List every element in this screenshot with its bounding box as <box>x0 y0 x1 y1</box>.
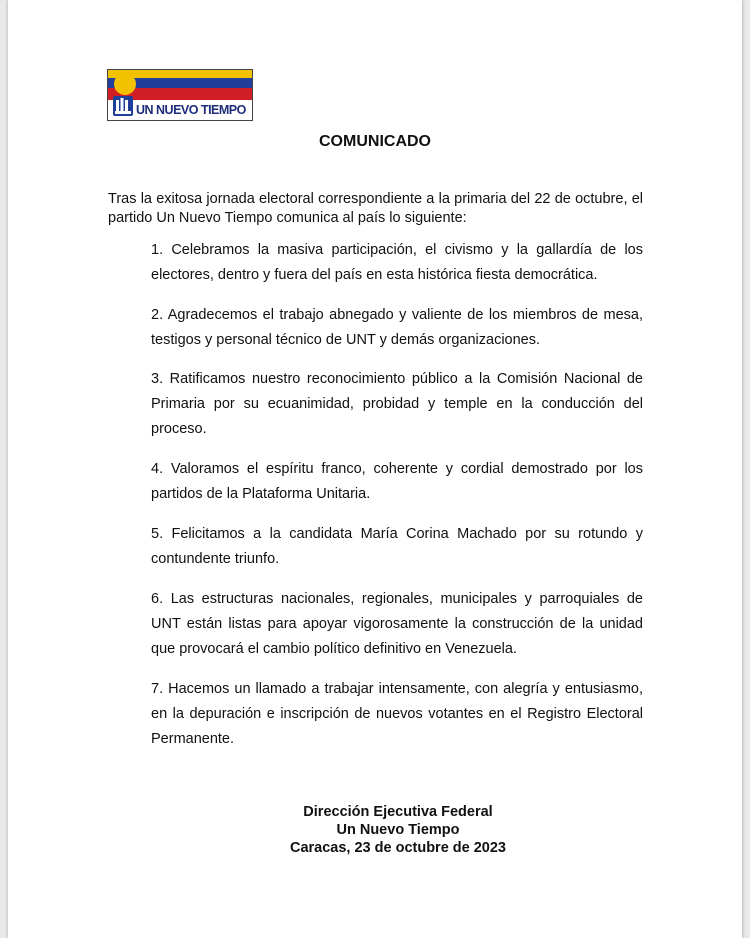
party-logo <box>107 69 253 121</box>
signature-line-1: Dirección Ejecutiva Federal <box>303 804 493 820</box>
list-item: 5. Felicitamos a la candidata María Corina Machado por su rotundo y contundente triunfo. <box>151 526 643 567</box>
signature-line-2: Un Nuevo Tiempo <box>336 822 460 838</box>
signature-line-3: Caracas, 23 de octubre de 2023 <box>289 840 506 856</box>
document-title: COMUNICADO <box>319 133 431 150</box>
list-item: 4. Valoramos el espíritu franco, coherente y cordial demostrado por los partidos de la Plataforma Unitaria. <box>151 461 643 502</box>
intro-paragraph: Tras la exitosa jornada electoral correspondiente a la primaria del 22 de octubre, el partido Un Nuevo Tiempo comunica al país lo siguiente: <box>108 191 643 226</box>
list-item: 6. Las estructuras nacionales, regionales, municipales y parroquiales de UNT están listas para apoyar vigorosamente la construcción de la unidad que provocará el cambio político definitivo en Venezuela. <box>151 591 643 657</box>
signature-block <box>0 803 750 857</box>
list-item: 1. Celebramos la masiva participación, el civismo y la gallardía de los electores, dentro y fuera del país en esta histórica fiesta democrática. <box>151 242 643 283</box>
hand-emblem-icon <box>112 95 134 117</box>
logo-wordmark: UN NUEVO TIEMPO <box>136 103 246 117</box>
sun-icon <box>112 71 138 97</box>
list-item: 7. Hacemos un llamado a trabajar intensamente, con alegría y entusiasmo, en la depuración e inscripción de nuevos votantes en el Registro Electoral Permanente. <box>151 681 643 747</box>
list-item: 2. Agradecemos el trabajo abnegado y valiente de los miembros de mesa, testigos y personal técnico de UNT y demás organizaciones. <box>151 307 643 348</box>
list-item: 3. Ratificamos nuestro reconocimiento público a la Comisión Nacional de Primaria por su ecuanimidad, probidad y temple en la conducción del proceso. <box>151 371 643 437</box>
